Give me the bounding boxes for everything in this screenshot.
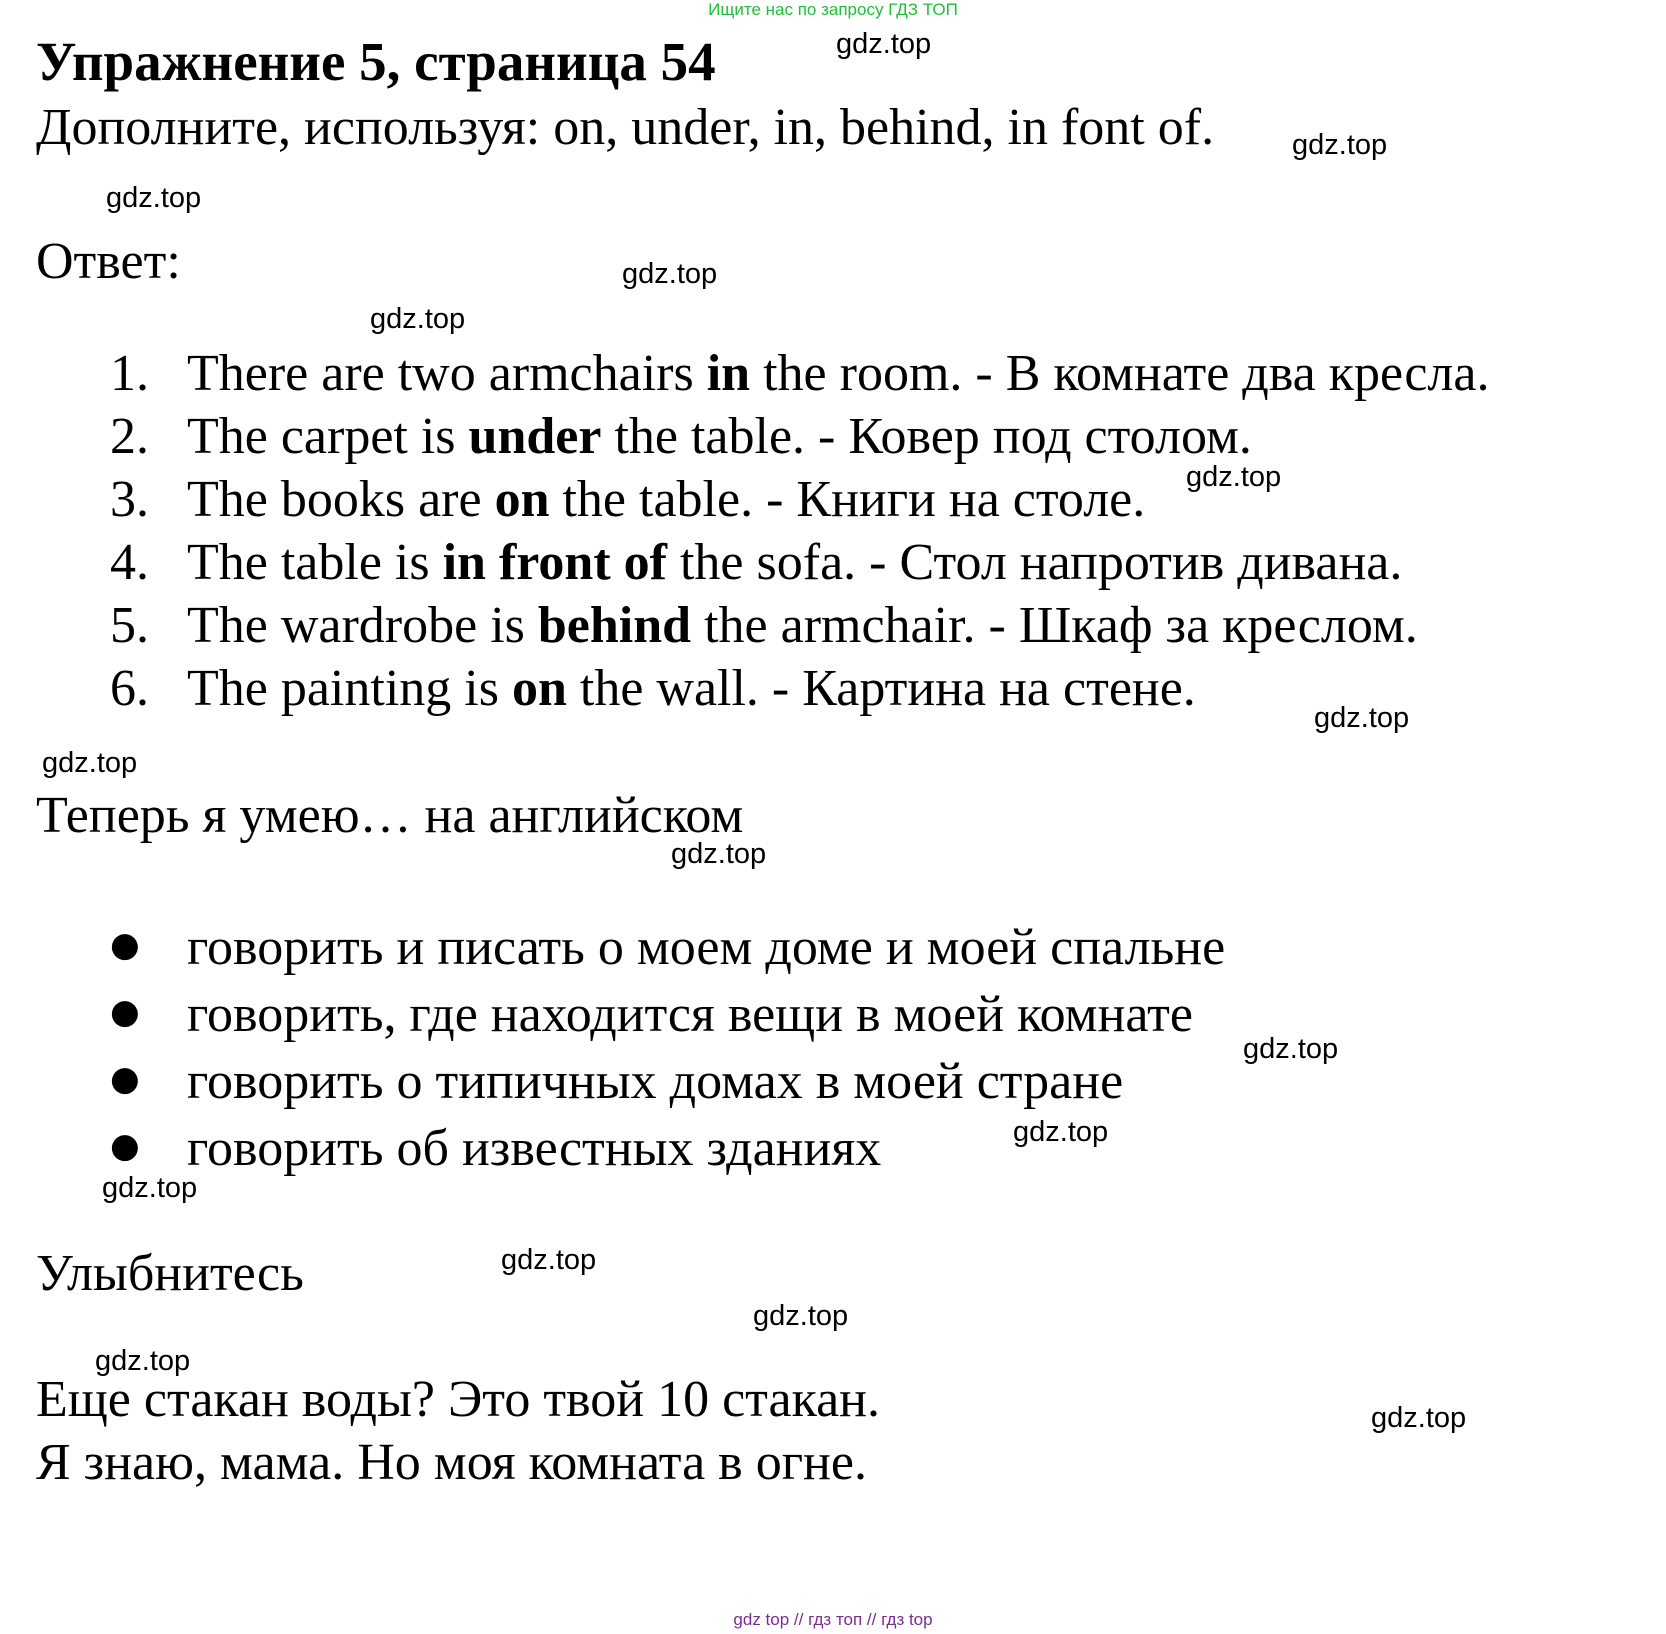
watermark: gdz.top xyxy=(1371,1402,1467,1434)
task-text: Дополните, используя: on, under, in, behind, in font of. xyxy=(36,99,1215,156)
watermark: gdz.top xyxy=(1186,461,1282,493)
watermark: gdz.top xyxy=(42,747,138,779)
answer-item: 5. The wardrobe is behind the armchair. - Шкаф за креслом. xyxy=(110,597,1418,654)
watermark: gdz.top xyxy=(1292,129,1388,161)
answer-item: 3. The books are on the table. - Книги на столе. xyxy=(110,471,1146,528)
bullet-icon: ● xyxy=(110,1059,140,1099)
watermark: gdz.top xyxy=(1243,1033,1339,1065)
smile-heading: Улыбнитесь xyxy=(36,1245,304,1302)
page-title: Упражнение 5, страница 54 xyxy=(36,31,716,92)
footer: gdz top // гдз топ // гдз top xyxy=(733,1610,933,1629)
watermark: gdz.top xyxy=(836,28,932,60)
watermark: gdz.top xyxy=(622,258,718,290)
skill-item: ● говорить, где находится вещи в моей комнате xyxy=(110,986,1193,1043)
watermark: gdz.top xyxy=(671,838,767,870)
bullet-icon: ● xyxy=(110,992,140,1032)
joke-line: Я знаю, мама. Но моя комната в огне. xyxy=(36,1434,867,1491)
joke-line: Еще стакан воды? Это твой 10 стакан. xyxy=(36,1371,880,1428)
skill-item: ● говорить о типичных домах в моей стране xyxy=(110,1053,1124,1110)
skill-item: ● говорить об известных зданиях xyxy=(110,1120,882,1177)
skills-heading: Теперь я умею… на английском xyxy=(36,787,744,844)
top-banner: Ищите нас по запросу ГДЗ ТОП xyxy=(708,0,958,19)
watermark: gdz.top xyxy=(95,1345,191,1377)
answer-item: 6. The painting is on the wall. - Картина на стене. xyxy=(110,660,1196,717)
watermark: gdz.top xyxy=(102,1172,198,1204)
watermark: gdz.top xyxy=(370,303,466,335)
watermark: gdz.top xyxy=(501,1244,597,1276)
watermark: gdz.top xyxy=(753,1300,849,1332)
bullet-icon: ● xyxy=(110,1126,140,1166)
answer-item: 2. The carpet is under the table. - Ковер под столом. xyxy=(110,408,1252,465)
skill-item: ● говорить и писать о моем доме и моей спальне xyxy=(110,919,1226,976)
answer-item: 1. There are two armchairs in the room. - В комнате два кресла. xyxy=(110,345,1490,402)
answer-label: Ответ: xyxy=(36,233,181,290)
watermark: gdz.top xyxy=(106,182,202,214)
bullet-icon: ● xyxy=(110,925,140,965)
watermark: gdz.top xyxy=(1013,1116,1109,1148)
answer-item: 4. The table is in front of the sofa. - Стол напротив дивана. xyxy=(110,534,1403,591)
watermark: gdz.top xyxy=(1314,702,1410,734)
